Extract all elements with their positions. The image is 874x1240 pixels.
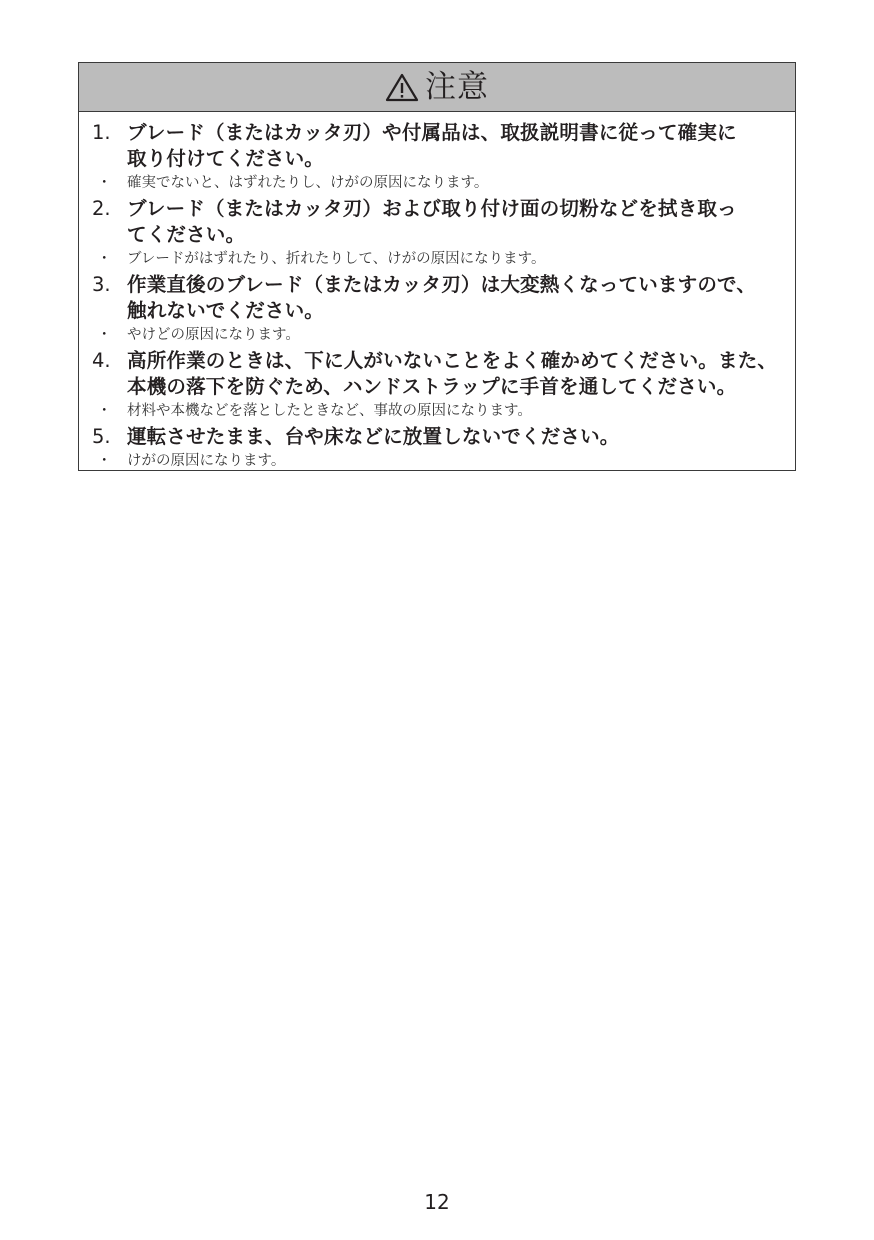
item-number: 4. (92, 349, 111, 372)
item-line: 高所作業のときは、下に人がいないことをよく確かめてください。また、 (127, 349, 778, 372)
caution-header (79, 63, 795, 112)
item-line: てください。 (127, 223, 246, 246)
item-line: ブレード（またはカッタ刃）や付属品は、取扱説明書に従って確実に (127, 121, 737, 144)
caution-item-1 (89, 120, 785, 172)
caution-note-2 (89, 248, 785, 270)
note-bullet: ・ (97, 403, 112, 419)
item-text (127, 348, 785, 400)
note-text: 材料や本機などを落としたときなど、事故の原因になります。 (127, 403, 532, 419)
caution-note-1 (89, 172, 785, 194)
item-number: 5. (92, 425, 111, 448)
item-line: 運転させたまま、台や床などに放置しないでください。 (127, 425, 620, 448)
caution-note-3 (89, 324, 785, 346)
item-text (127, 272, 785, 324)
item-line: 本機の落下を防ぐため、ハンドストラップに手首を通してください。 (127, 375, 737, 398)
caution-note-5 (89, 450, 785, 471)
caution-list (79, 112, 795, 471)
item-number: 2. (92, 197, 111, 220)
caution-item-4 (89, 348, 785, 400)
caution-item-3 (89, 272, 785, 324)
caution-note-4 (89, 400, 785, 422)
note-bullet: ・ (97, 453, 112, 469)
item-text (127, 424, 785, 450)
note-text: ブレードがはずれたり、折れたりして、けがの原因になります。 (127, 251, 546, 267)
note-text: 確実でないと、はずれたりし、けがの原因になります。 (127, 175, 489, 191)
item-text (127, 196, 785, 248)
note-text: やけどの原因になります。 (127, 327, 300, 343)
item-line: 触れないでください。 (127, 299, 325, 322)
note-text: けがの原因になります。 (127, 453, 286, 469)
note-bullet: ・ (97, 251, 112, 267)
note-bullet: ・ (97, 175, 112, 191)
item-line: 作業直後のブレード（またはカッタ刃）は大変熱くなっていますので、 (127, 273, 757, 296)
caution-item-2 (89, 196, 785, 248)
page-number: 12 (424, 1190, 450, 1214)
warning-triangle-icon (385, 72, 419, 102)
item-number: 1. (92, 121, 111, 144)
note-bullet: ・ (97, 327, 112, 343)
caution-box (78, 62, 796, 471)
caution-title: 注意 (425, 68, 489, 105)
item-number: 3. (92, 273, 111, 296)
item-text (127, 120, 785, 172)
caution-item-5 (89, 424, 785, 450)
item-line: ブレード（またはカッタ刃）および取り付け面の切粉などを拭き取っ (127, 197, 737, 220)
item-line: 取り付けてください。 (127, 147, 325, 170)
